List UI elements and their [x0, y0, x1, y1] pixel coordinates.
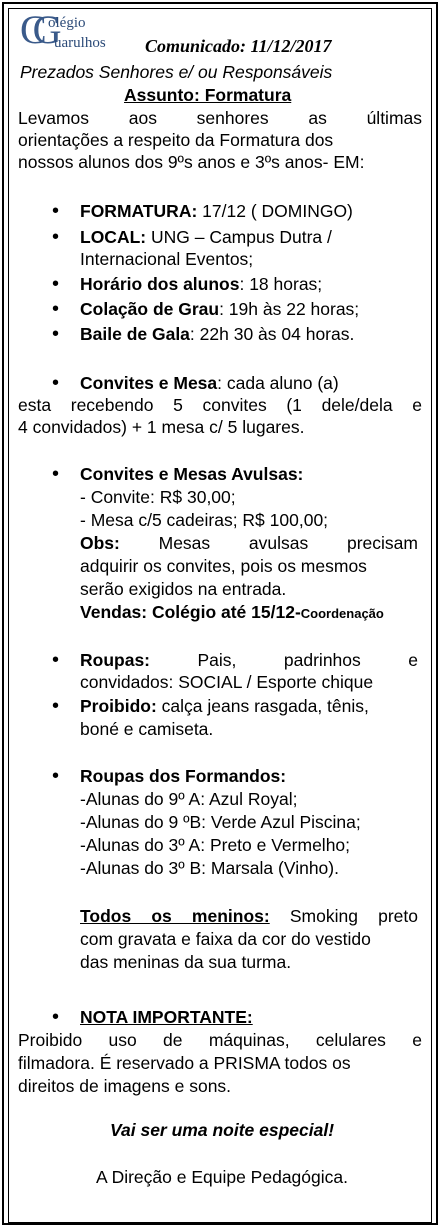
closing-message: Vai ser uma noite especial!	[109, 1120, 335, 1140]
roupas-text: Pais, padrinhos e	[150, 650, 418, 670]
formatura-value: 17/12 ( DOMINGO)	[197, 201, 353, 221]
formandos-item: -Alunas do 9º A: Azul Royal;	[80, 789, 298, 809]
roupas-label: Roupas:	[80, 650, 150, 670]
vendas-coordenacao: Coordenação	[300, 606, 384, 621]
baile-value: : 22h 30 às 04 horas.	[189, 324, 355, 344]
convites-item	[80, 372, 339, 394]
obs-line1	[80, 532, 418, 554]
horario-label: Horário dos alunos	[80, 274, 240, 294]
vendas-text: Vendas: Colégio até 15/12-	[80, 602, 301, 622]
bullet-dot: •	[52, 463, 60, 485]
convites-line3: 4 convidados) + 1 mesa c/ 5 lugares.	[18, 417, 305, 437]
intro-line3: nossos alunos dos 9ºs anos e 3ºs anos- EM:	[18, 152, 365, 172]
bullet-dot: •	[52, 200, 60, 222]
convites-line2: esta recebendo 5 convites (1 dele/dela e	[18, 395, 422, 415]
meninos-line3: das meninas da sua turma.	[80, 952, 292, 972]
colacao-item	[80, 298, 359, 320]
vendas-line	[80, 601, 384, 625]
logo-mark: CG	[20, 7, 48, 52]
intro-line1: Levamos aos senhores as últimas	[18, 108, 422, 128]
bullet-dot: •	[52, 1006, 60, 1028]
bullet-dot: •	[52, 298, 60, 320]
convites-line1: : cada aluno (a)	[217, 373, 339, 393]
proibido-line2: boné e camiseta.	[80, 719, 214, 739]
convites-label: Convites e Mesa	[80, 373, 218, 393]
bullet-dot: •	[52, 323, 60, 345]
nota-label: NOTA IMPORTANTE:	[80, 1007, 253, 1027]
formatura-item	[80, 200, 353, 222]
signature: A Direção e Equipe Pedagógica.	[96, 1167, 348, 1187]
obs-line2: adquirir os convites, pois os mesmos	[80, 556, 367, 576]
baile-item	[80, 323, 354, 345]
colacao-value: : 19h às 22 horas;	[219, 299, 360, 319]
logo-line2: uarulhos	[54, 35, 106, 51]
horario-item	[80, 273, 322, 295]
meninos-text: Smoking preto	[269, 906, 419, 926]
avulsas-mesa: - Mesa c/5 cadeiras; R$ 100,00;	[80, 510, 329, 530]
obs-label: Obs:	[80, 533, 120, 553]
roupas-line2: convidados: SOCIAL / Esporte chique	[80, 672, 374, 692]
comunicado-date: Comunicado: 11/12/2017	[145, 36, 332, 56]
colacao-label: Colação de Grau	[80, 299, 220, 319]
meninos-line1	[80, 905, 418, 927]
local-label: LOCAL:	[80, 227, 147, 247]
obs-line3: serão exigidos na entrada.	[80, 579, 287, 599]
baile-label: Baile de Gala	[80, 324, 190, 344]
meninos-label: Todos os meninos:	[80, 906, 270, 926]
bullet-dot: •	[52, 372, 60, 394]
meninos-line2: com gravata e faixa da cor do vestido	[80, 929, 371, 949]
bullet-dot: •	[52, 649, 60, 671]
local-value: UNG – Campus Dutra /	[146, 227, 332, 247]
local-item	[80, 226, 332, 248]
formandos-item: -Alunas do 3º B: Marsala (Vinho).	[80, 858, 339, 878]
proibido-line1	[80, 695, 369, 717]
proibido-text: calça jeans rasgada, tênis,	[156, 696, 369, 716]
formatura-label: FORMATURA:	[80, 201, 198, 221]
bullet-dot: •	[52, 226, 60, 248]
proibido-label: Proibido:	[80, 696, 157, 716]
school-logo	[20, 7, 135, 58]
formandos-item: -Alunas do 3º A: Preto e Vermelho;	[80, 835, 351, 855]
formandos-item: -Alunas do 9 ºB: Verde Azul Piscina;	[80, 812, 361, 832]
local-value2: Internacional Eventos;	[80, 249, 254, 269]
roupas-line1	[80, 649, 418, 671]
bullet-dot: •	[52, 765, 60, 787]
avulsas-convite: - Convite: R$ 30,00;	[80, 487, 236, 507]
bullet-dot: •	[52, 273, 60, 295]
formandos-label: Roupas dos Formandos:	[80, 766, 287, 786]
bullet-dot: •	[52, 695, 60, 717]
avulsas-label: Convites e Mesas Avulsas:	[80, 464, 304, 484]
nota-line3: direitos de imagens e sons.	[18, 1076, 232, 1096]
intro-line2: orientações a respeito da Formatura dos	[18, 130, 334, 150]
horario-value: : 18 horas;	[239, 274, 323, 294]
header	[20, 7, 430, 60]
logo-line1: olégio	[48, 15, 86, 31]
nota-line2: filmadora. É reservado a PRISMA todos os	[18, 1053, 351, 1073]
nota-line1: Proibido uso de máquinas, celulares e	[18, 1030, 422, 1050]
obs-text: Mesas avulsas precisam	[119, 533, 418, 553]
subject: Assunto: Formatura	[124, 85, 292, 105]
greeting: Prezados Senhores e/ ou Responsáveis	[20, 62, 333, 82]
